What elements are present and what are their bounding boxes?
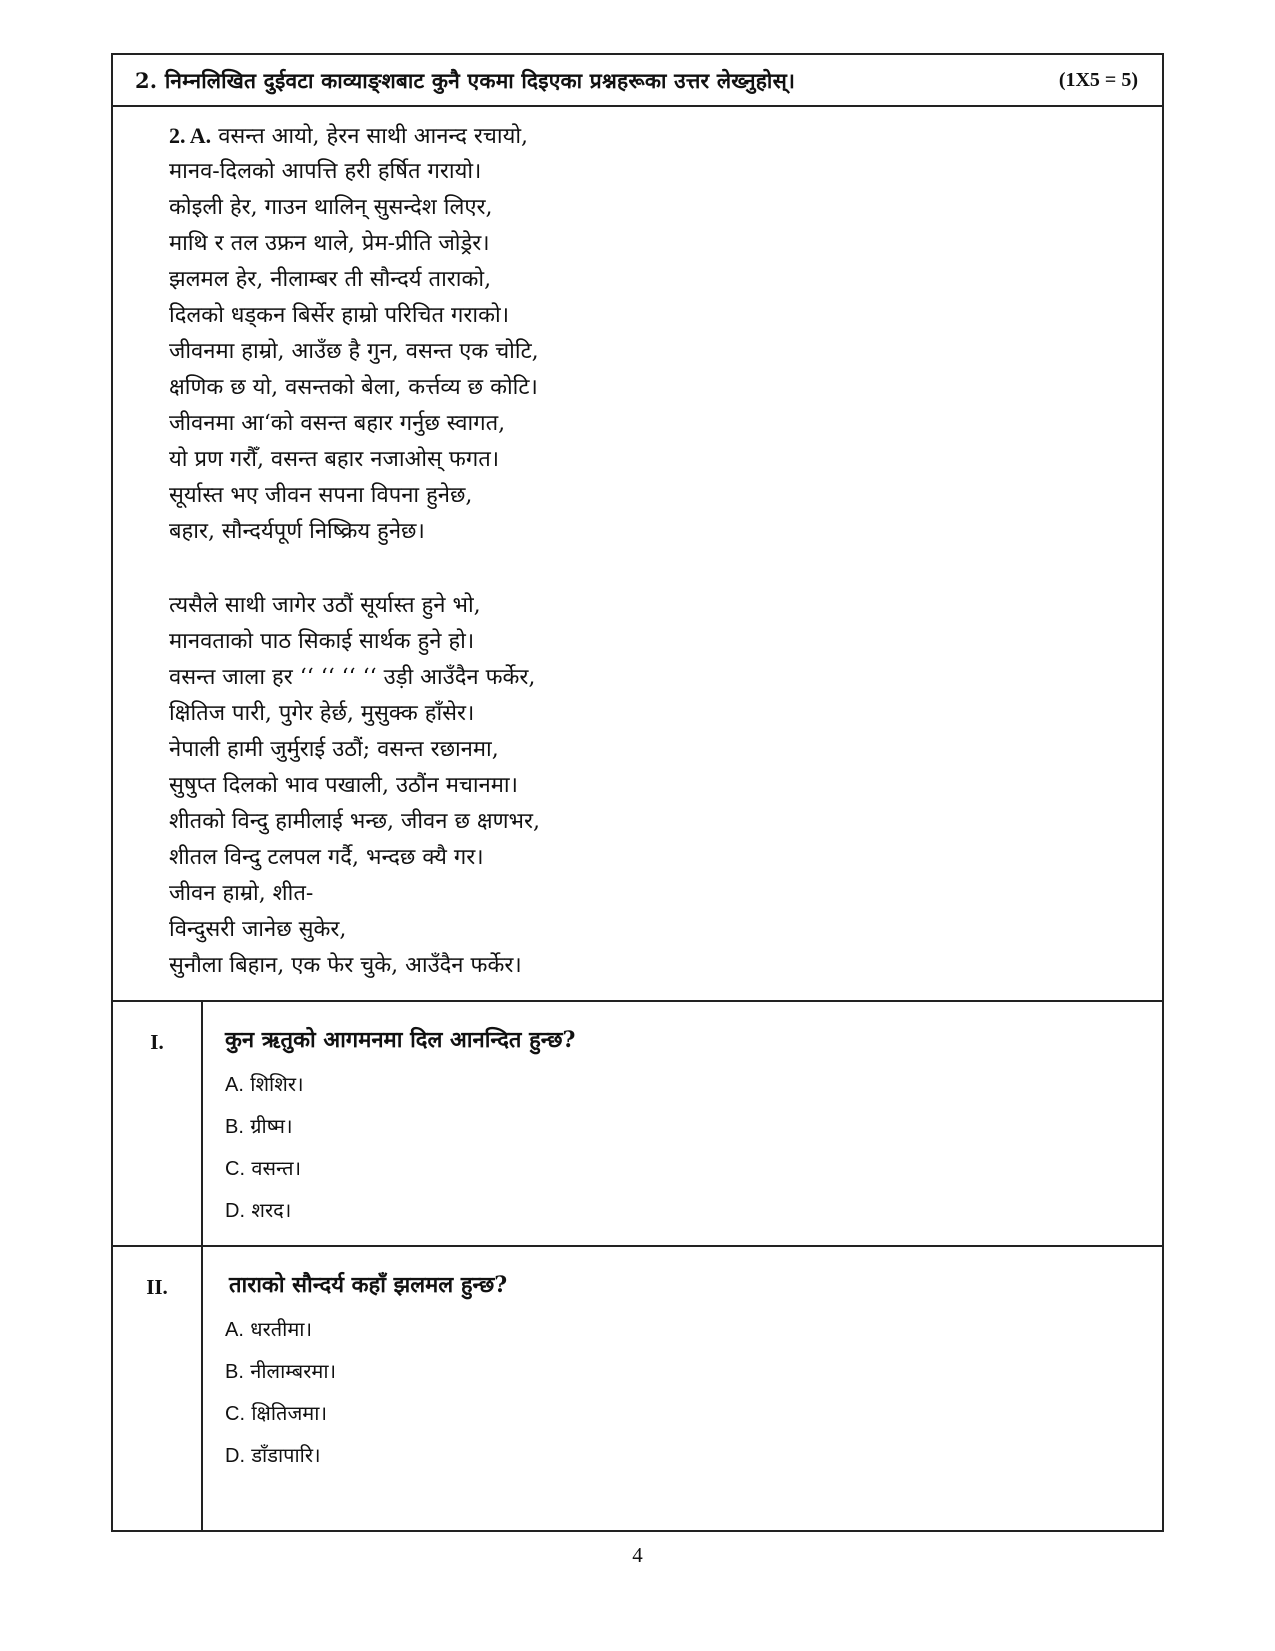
option-text: ग्रीष्म।: [250, 1114, 293, 1138]
poem-line: क्षितिज पारी, पुगेर हेर्छ, मुसुक्क हाँसेर।: [169, 701, 475, 726]
option-letter: D.: [225, 1445, 245, 1467]
poem-line: मानव-दिलको आपत्ति हरी हर्षित गरायो।: [169, 159, 482, 184]
option-b: [225, 1112, 293, 1139]
poem-line: [169, 121, 528, 152]
poem-line: दिलको धड्कन बिर्सेर हाम्रो परिचित गराको।: [169, 303, 510, 328]
option-letter: B.: [225, 1116, 244, 1138]
poem-line: झलमल हेर, नीलाम्बर ती सौन्दर्य ताराको,: [169, 267, 492, 292]
option-a: [225, 1070, 304, 1097]
question-number-cell: [113, 1247, 203, 1530]
option-letter: A.: [225, 1074, 244, 1096]
option-letter: C.: [225, 1403, 245, 1425]
poem-line: बहार, सौन्दर्यपूर्ण निष्क्रिय हुनेछ।: [169, 519, 425, 544]
option-letter: B.: [225, 1361, 244, 1383]
question-row-2: [113, 1247, 1162, 1530]
poem-line: यो प्रण गरौँ, वसन्त बहार नजाओस् फगत।: [169, 447, 500, 472]
poem-line: विन्दुसरी जानेछ सुकेर,: [169, 917, 347, 942]
option-a: [225, 1315, 312, 1342]
question-number-cell: [113, 1002, 203, 1245]
question-row-1: [113, 1002, 1162, 1245]
option-text: धरतीमा।: [250, 1317, 313, 1341]
option-text: क्षितिजमा।: [251, 1401, 328, 1425]
option-letter: D.: [225, 1200, 245, 1222]
poem-line-text: वसन्त आयो, हेरन साथी आनन्द रचायो,: [218, 124, 529, 149]
passage-label: 2. A.: [169, 123, 212, 148]
poem-line: जीवन हाम्रो, शीत-: [169, 881, 314, 906]
poem-line: शीतको विन्दु हामीलाई भन्छ, जीवन छ क्षणभर,: [169, 809, 541, 834]
question-title: 2. निम्नलिखित दुईवटा काव्याङ्शबाट कुनै एकमा दिइएका प्रश्नहरूका उत्तर लेख्नुहोस्।: [135, 68, 796, 93]
poem-line: जीवनमा आ‘को वसन्त बहार गर्नुछ स्वागत,: [169, 411, 506, 436]
option-text: शरद।: [251, 1198, 292, 1222]
question-text: कुन ऋतुको आगमनमा दिल आनन्दित हुन्छ?: [225, 1027, 576, 1053]
option-text: डाँडापारि।: [251, 1443, 321, 1467]
question-numeral: I.: [150, 1030, 164, 1054]
poem-passage: [169, 121, 809, 1101]
question-marks: (1X5 = 5): [1058, 69, 1138, 91]
poem-line: वसन्त जाला हर ‘‘ ‘‘ ‘‘ ‘‘ उड़ी आउँदैन फर्केर,: [169, 665, 536, 690]
option-text: नीलाम्बरमा।: [250, 1359, 337, 1383]
question-box: [111, 53, 1164, 1532]
option-c: [225, 1154, 301, 1181]
option-letter: A.: [225, 1319, 244, 1341]
poem-line: त्यसैले साथी जागेर उठौं सूर्यास्त हुने भो,: [169, 593, 481, 618]
poem-line: नेपाली हामी जुर्मुराई उठौं; वसन्त रछानमा,: [169, 737, 499, 762]
option-text: शिशिर।: [250, 1072, 304, 1096]
option-text: वसन्त।: [251, 1156, 302, 1180]
poem-line: शीतल विन्दु टलपल गर्दै, भन्दछ क्यै गर।: [169, 845, 484, 870]
question-numeral: II.: [146, 1275, 168, 1299]
poem-line: सुषुप्त दिलको भाव पखाली, उठौंन मचानमा।: [169, 773, 518, 798]
poem-line: माथि र तल उफ्रन थाले, प्रेम-प्रीति जोड्रेर।: [169, 231, 490, 256]
option-letter: C.: [225, 1158, 245, 1180]
option-d: [225, 1441, 321, 1468]
poem-line: सुनौला बिहान, एक फेर चुके, आउँदैन फर्केर।: [169, 953, 522, 978]
question-header: [113, 55, 1162, 107]
option-d: [225, 1196, 291, 1223]
page-number: 4: [632, 1543, 643, 1567]
question-text: ताराको सौन्दर्य कहाँ झलमल हुन्छ?: [229, 1272, 508, 1298]
poem-line: मानवताको पाठ सिकाई सार्थक हुने हो।: [169, 629, 475, 654]
poem-line: सूर्यास्त भए जीवन सपना विपना हुनेछ,: [169, 483, 473, 508]
poem-line: कोइली हेर, गाउन थालिन् सुसन्देश लिएर,: [169, 195, 493, 220]
option-b: [225, 1357, 336, 1384]
option-c: [225, 1399, 327, 1426]
poem-line: क्षणिक छ यो, वसन्तको बेला, कर्त्तव्य छ कोटि।: [169, 375, 538, 400]
poem-line: जीवनमा हाम्रो, आउँछ है गुन, वसन्त एक चोटि,: [169, 339, 539, 364]
